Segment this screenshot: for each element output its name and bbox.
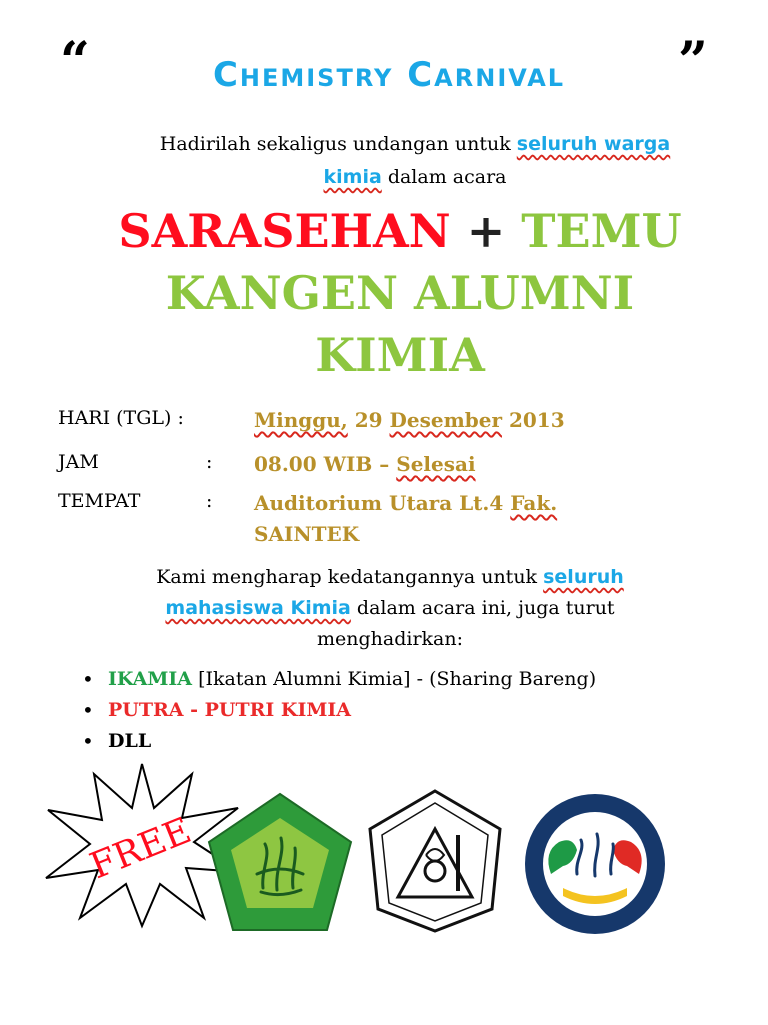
detail-tempat-place: Auditorium Utara Lt.4 [254, 491, 511, 515]
detail-hari-label: HARI (TGL) : [58, 407, 184, 429]
detail-jam-time: 08.00 WIB – [254, 452, 397, 476]
intro-paragraph [100, 128, 730, 194]
detail-tempat-colon: : [206, 490, 213, 512]
detail-jam-end: Selesai [396, 452, 476, 476]
detail-hari-day: Minggu, [254, 408, 348, 432]
guest-ikamia-desc: [Ikatan Alumni Kimia] - (Sharing Bareng) [192, 668, 597, 690]
poster-title [60, 31, 710, 106]
detail-hari-value [254, 405, 684, 436]
request-highlight-2: mahasiswa Kimia [165, 597, 351, 619]
detail-tempat-label: TEMPAT [58, 490, 141, 512]
request-highlight-1: seluruh [543, 566, 624, 588]
title-text: Chemistry Carnival [212, 55, 566, 95]
detail-hari-year: 2013 [501, 408, 565, 432]
detail-jam-value [254, 449, 684, 480]
intro-highlight-2: kimia [323, 166, 382, 188]
detail-tempat-faculty: SAINTEK [254, 522, 360, 546]
guest-dll: DLL [108, 730, 152, 752]
title-open-quote: “ [60, 31, 90, 92]
guest-ikamia: IKAMIA [108, 668, 193, 690]
guest-putra-putri: PUTRA - PUTRI KIMIA [108, 699, 351, 721]
detail-tempat-value [254, 488, 684, 550]
title-close-quote: ” [678, 31, 708, 92]
intro-after: dalam acara [381, 166, 507, 188]
guest-list [82, 664, 596, 757]
detail-jam-label: JAM [58, 451, 99, 473]
request-before: Kami mengharap kedatangannya untuk [156, 566, 544, 588]
headline-sarasehan: SARASEHAN [118, 204, 451, 258]
request-after: dalam acara ini, juga turut menghadirkan: [316, 597, 615, 650]
uin-malang-logo [205, 790, 355, 935]
headline-line-3: KIMIA [315, 328, 485, 382]
intro-highlight-1: seluruh warga [516, 133, 671, 155]
free-label: FREE [84, 810, 197, 888]
detail-jam-colon: : [206, 451, 213, 473]
guest-list-item [82, 664, 596, 695]
guest-list-item [82, 695, 596, 726]
himpunan-kimia-logo [360, 785, 510, 935]
headline-plus: + [466, 204, 506, 258]
ikamia-logo [515, 792, 675, 937]
intro-before: Hadirilah sekaligus undangan untuk [159, 133, 517, 155]
detail-hari-date: 29 [347, 408, 390, 432]
event-headline [60, 200, 740, 386]
guest-list-item [82, 726, 596, 757]
detail-tempat-fak: Fak. [510, 491, 558, 515]
request-paragraph [100, 562, 680, 655]
detail-hari-month: Desember [389, 408, 502, 432]
headline-line-2: KANGEN ALUMNI [165, 266, 635, 320]
headline-temu: TEMU [521, 204, 682, 258]
